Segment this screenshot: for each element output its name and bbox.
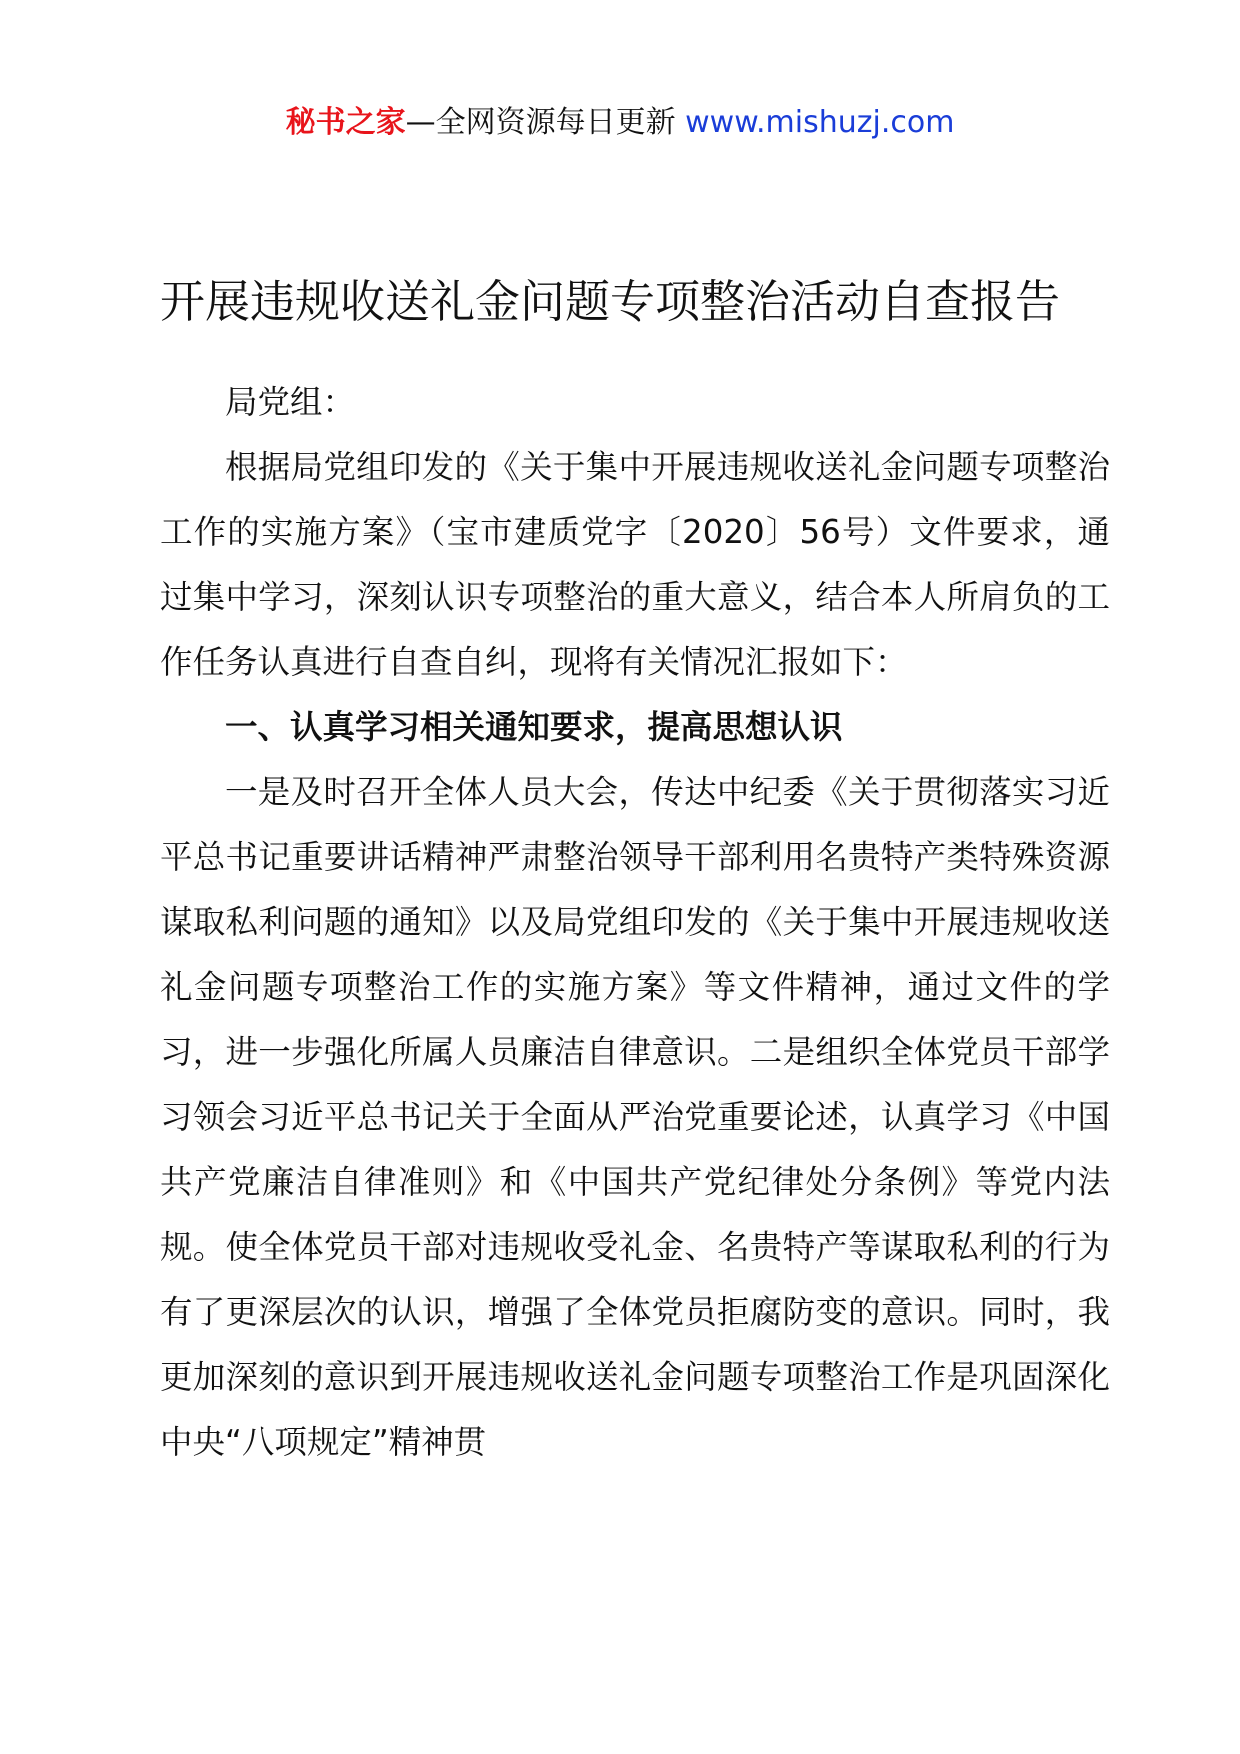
site-url-link[interactable]: www.mishuzj.com [685, 105, 955, 140]
header-slogan: —全网资源每日更新 [405, 105, 686, 140]
document-body [160, 370, 1110, 1475]
salutation: 局党组： [225, 383, 356, 421]
paragraph-section-1: 一是及时召开全体人员大会，传达中纪委《关于贯彻落实习近平总书记重要讲话精神严肃整治领导干部利用名贵特产类特殊资源谋取私利问题的通知》以及局党组印发的《关于集中开展违规收送礼金问题专项整治工作的实施方案》等文件精神，通过文件的学习，进一步强化所属人员廉洁自律意识。二是组织全体党员干部学习领会习近平总书记关于全面从严治党重要论述，认真学习《中国共产党廉洁自律准则》和《中国共产党纪律处分条例》等党内法规。使全体党员干部对违规收受礼金、名贵特产等谋取私利的行为有了更深层次的认识，增强了全体党员拒腐防变的意识。同时，我更加深刻的意识到开展违规收送礼金问题专项整治工作是巩固深化中央“八项规定”精神贯 [160, 773, 1110, 1461]
document-title: 开展违规收送礼金问题专项整治活动自查报告 [160, 275, 1061, 328]
site-header [0, 100, 1240, 146]
brand-name: 秘书之家 [285, 105, 406, 140]
section-heading-1: 一、认真学习相关通知要求，提高思想认识 [225, 708, 843, 746]
paragraph-intro: 根据局党组印发的《关于集中开展违规收送礼金问题专项整治工作的实施方案》（宝市建质党字〔2020〕56号）文件要求，通过集中学习，深刻认识专项整治的重大意义，结合本人所肩负的工作任务认真进行自查自纠，现将有关情况汇报如下： [160, 448, 1110, 681]
